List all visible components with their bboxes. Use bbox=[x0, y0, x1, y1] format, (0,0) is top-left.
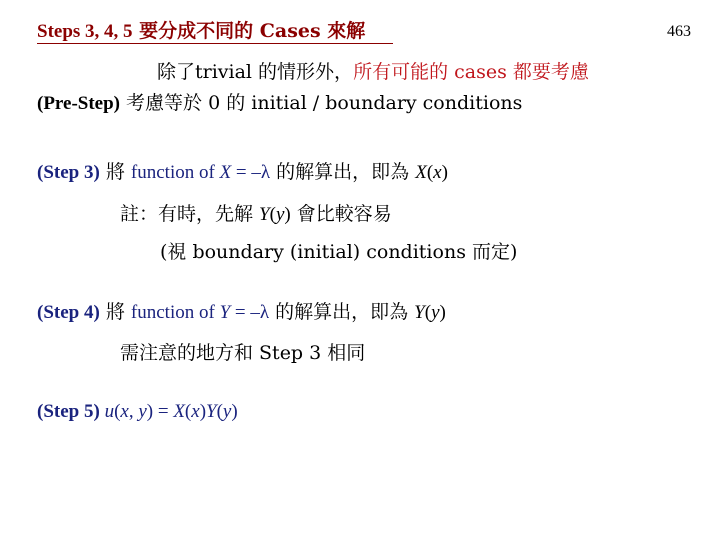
note-pre: 註：有時，先解 bbox=[120, 203, 260, 225]
step4-result: Y bbox=[414, 302, 425, 323]
step4-arg-var: y bbox=[431, 302, 440, 323]
step5-x2: x bbox=[191, 401, 200, 422]
step5-p1: ( bbox=[114, 401, 121, 422]
step5-y: y bbox=[138, 401, 147, 422]
step5-p4: ( bbox=[184, 401, 192, 422]
step4-var: Y bbox=[219, 302, 231, 323]
note-arg-var: y bbox=[275, 204, 285, 225]
step3-arg-var: x bbox=[433, 162, 442, 183]
step3-eq: = –λ bbox=[231, 162, 271, 183]
step3-func: function of bbox=[130, 162, 220, 183]
step4-label: (Step 4) bbox=[37, 302, 100, 323]
step5-p5: ) bbox=[199, 401, 207, 422]
step5-u: u bbox=[104, 401, 115, 422]
step3-var: X bbox=[219, 162, 232, 183]
step3-line bbox=[37, 163, 448, 182]
step4-line bbox=[37, 303, 446, 322]
step4-arg-open: ( bbox=[424, 302, 432, 323]
step4-post: 的解算出，即為 bbox=[269, 301, 415, 323]
step4-pre: 將 bbox=[99, 301, 131, 323]
step4-func: function of bbox=[130, 302, 220, 323]
step5-p6: ( bbox=[216, 401, 223, 422]
pre-step-line bbox=[37, 94, 522, 113]
step5-label: (Step 5) bbox=[37, 401, 100, 422]
note-arg-close: ) bbox=[284, 204, 291, 225]
step5-Y: Y bbox=[206, 401, 217, 422]
pre-step-label: (Pre-Step) bbox=[37, 93, 121, 114]
step4-note-line: 需注意的地方和 Step 3 相同 bbox=[120, 342, 366, 364]
step5-p3: ) = bbox=[146, 401, 174, 422]
step3-arg-open: ( bbox=[426, 162, 434, 183]
step3-result: X bbox=[415, 162, 427, 183]
intro-red-text: 所有可能的 cases 都要考慮 bbox=[353, 61, 589, 83]
page-number: 463 bbox=[667, 23, 691, 40]
step3-arg-close: ) bbox=[441, 162, 448, 183]
step3-note-line bbox=[120, 205, 392, 224]
step4-arg-close: ) bbox=[439, 302, 446, 323]
step3-note2-line: (視 boundary (initial) conditions 而定) bbox=[160, 241, 518, 263]
step3-label: (Step 3) bbox=[37, 162, 100, 183]
title-underline bbox=[37, 43, 393, 44]
intro-line bbox=[157, 63, 589, 82]
step5-line bbox=[37, 402, 238, 421]
step4-eq: = –λ bbox=[230, 302, 270, 323]
step5-p2: , bbox=[128, 401, 139, 422]
note-var: Y bbox=[259, 204, 270, 225]
note-arg-open: ( bbox=[269, 204, 276, 225]
title-text: 要分成不同的 Cases 來解 bbox=[132, 20, 366, 42]
step5-X: X bbox=[173, 401, 185, 422]
note-post: 會比較容易 bbox=[290, 203, 392, 225]
step5-x: x bbox=[120, 401, 129, 422]
slide-title bbox=[37, 22, 365, 41]
title-steps: Steps 3, 4, 5 bbox=[37, 21, 133, 42]
step3-pre: 將 bbox=[99, 161, 131, 183]
pre-step-text: 考慮等於 0 的 initial / boundary conditions bbox=[120, 92, 523, 114]
step5-y2: y bbox=[222, 401, 232, 422]
intro-black-text: 除了trivial 的情形外， bbox=[157, 61, 354, 83]
step5-p7: ) bbox=[231, 401, 238, 422]
step3-post: 的解算出，即為 bbox=[270, 161, 416, 183]
